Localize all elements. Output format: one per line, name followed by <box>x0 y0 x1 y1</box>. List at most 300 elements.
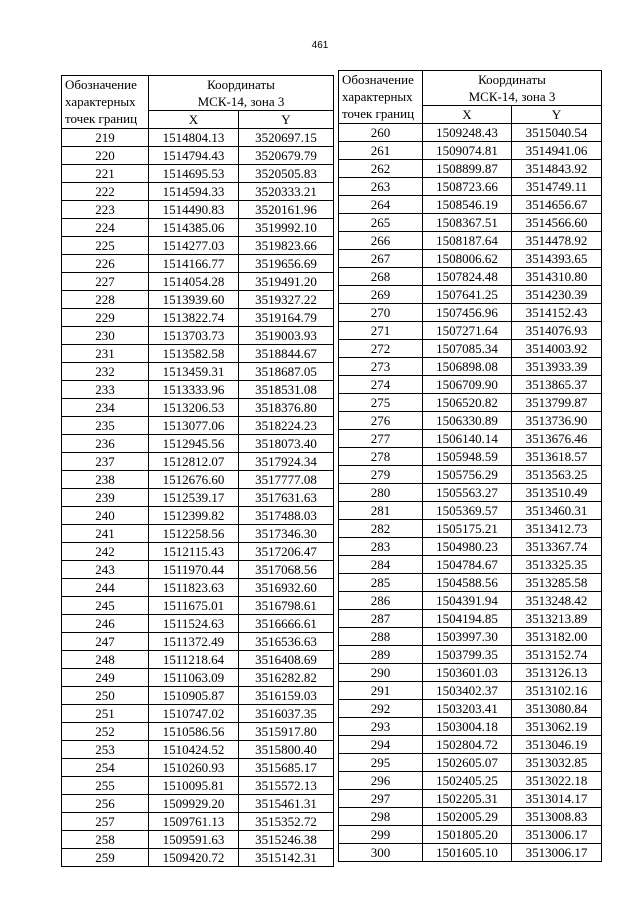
point-number-cell: 229 <box>62 309 149 327</box>
x-coordinate-cell: 1511524.63 <box>149 615 239 633</box>
x-coordinate-cell: 1511675.01 <box>149 597 239 615</box>
table-row <box>339 412 602 430</box>
point-number-cell: 288 <box>339 628 423 646</box>
y-coordinate-cell: 3516408.69 <box>239 651 334 669</box>
x-coordinate-cell: 1504980.23 <box>423 538 512 556</box>
table-row <box>339 718 602 736</box>
y-coordinate-cell: 3513008.83 <box>512 808 602 826</box>
table-row <box>62 309 334 327</box>
point-number-cell: 243 <box>62 561 149 579</box>
y-coordinate-cell: 3513014.17 <box>512 790 602 808</box>
y-coordinate-cell: 3520679.79 <box>239 147 334 165</box>
y-coordinate-cell: 3513618.57 <box>512 448 602 466</box>
x-coordinate-cell: 1510424.52 <box>149 741 239 759</box>
table-row <box>339 124 602 142</box>
x-coordinate-cell: 1511218.64 <box>149 651 239 669</box>
y-coordinate-cell: 3513062.19 <box>512 718 602 736</box>
header-x: X <box>423 106 512 124</box>
y-coordinate-cell: 3519164.79 <box>239 309 334 327</box>
y-coordinate-cell: 3517068.56 <box>239 561 334 579</box>
x-coordinate-cell: 1513333.96 <box>149 381 239 399</box>
table-row <box>339 556 602 574</box>
table-row <box>62 507 334 525</box>
x-coordinate-cell: 1513459.31 <box>149 363 239 381</box>
x-coordinate-cell: 1509248.43 <box>423 124 512 142</box>
y-coordinate-cell: 3516536.63 <box>239 633 334 651</box>
y-coordinate-cell: 3514478.92 <box>512 232 602 250</box>
y-coordinate-cell: 3514230.39 <box>512 286 602 304</box>
y-coordinate-cell: 3519823.66 <box>239 237 334 255</box>
y-coordinate-cell: 3513412.73 <box>512 520 602 538</box>
table-row <box>62 399 334 417</box>
y-coordinate-cell: 3513213.89 <box>512 610 602 628</box>
table-row <box>339 754 602 772</box>
x-coordinate-cell: 1507456.96 <box>423 304 512 322</box>
x-coordinate-cell: 1514385.06 <box>149 219 239 237</box>
point-number-cell: 226 <box>62 255 149 273</box>
point-number-cell: 255 <box>62 777 149 795</box>
point-number-cell: 234 <box>62 399 149 417</box>
point-number-cell: 293 <box>339 718 423 736</box>
y-coordinate-cell: 3513510.49 <box>512 484 602 502</box>
y-coordinate-cell: 3513102.16 <box>512 682 602 700</box>
x-coordinate-cell: 1513703.73 <box>149 327 239 345</box>
point-number-cell: 264 <box>339 196 423 214</box>
table-row <box>339 232 602 250</box>
y-coordinate-cell: 3513367.74 <box>512 538 602 556</box>
table-row <box>62 327 334 345</box>
y-coordinate-cell: 3519992.10 <box>239 219 334 237</box>
table-row <box>62 453 334 471</box>
table-row <box>62 615 334 633</box>
x-coordinate-cell: 1503203.41 <box>423 700 512 718</box>
point-number-cell: 279 <box>339 466 423 484</box>
y-coordinate-cell: 3513736.90 <box>512 412 602 430</box>
point-number-cell: 277 <box>339 430 423 448</box>
table-body-right <box>339 124 602 862</box>
table-row <box>339 592 602 610</box>
table-row <box>62 813 334 831</box>
coordinates-table-left <box>61 75 334 867</box>
table-row <box>62 651 334 669</box>
header-y: Y <box>512 106 602 124</box>
y-coordinate-cell: 3520161.96 <box>239 201 334 219</box>
point-number-cell: 287 <box>339 610 423 628</box>
table-row <box>339 196 602 214</box>
y-coordinate-cell: 3515142.31 <box>239 849 334 867</box>
x-coordinate-cell: 1512812.07 <box>149 453 239 471</box>
y-coordinate-cell: 3514566.60 <box>512 214 602 232</box>
point-number-cell: 236 <box>62 435 149 453</box>
point-number-cell: 231 <box>62 345 149 363</box>
table-row <box>62 849 334 867</box>
x-coordinate-cell: 1512258.56 <box>149 525 239 543</box>
y-coordinate-cell: 3513046.19 <box>512 736 602 754</box>
y-coordinate-cell: 3517488.03 <box>239 507 334 525</box>
y-coordinate-cell: 3516159.03 <box>239 687 334 705</box>
table-row <box>62 705 334 723</box>
x-coordinate-cell: 1509929.20 <box>149 795 239 813</box>
y-coordinate-cell: 3516282.82 <box>239 669 334 687</box>
table-row <box>339 502 602 520</box>
point-number-cell: 247 <box>62 633 149 651</box>
table-row <box>339 430 602 448</box>
coordinates-table-right <box>338 70 602 862</box>
table-row <box>62 489 334 507</box>
y-coordinate-cell: 3513126.13 <box>512 664 602 682</box>
table-row <box>339 358 602 376</box>
point-number-cell: 280 <box>339 484 423 502</box>
x-coordinate-cell: 1502405.25 <box>423 772 512 790</box>
y-coordinate-cell: 3518531.08 <box>239 381 334 399</box>
x-coordinate-cell: 1509591.63 <box>149 831 239 849</box>
x-coordinate-cell: 1512676.60 <box>149 471 239 489</box>
y-coordinate-cell: 3517346.30 <box>239 525 334 543</box>
table-row <box>339 664 602 682</box>
table-row <box>339 448 602 466</box>
x-coordinate-cell: 1503997.30 <box>423 628 512 646</box>
y-coordinate-cell: 3514003.92 <box>512 340 602 358</box>
table-row <box>62 381 334 399</box>
point-number-cell: 221 <box>62 165 149 183</box>
y-coordinate-cell: 3513865.37 <box>512 376 602 394</box>
x-coordinate-cell: 1513822.74 <box>149 309 239 327</box>
x-coordinate-cell: 1513206.53 <box>149 399 239 417</box>
point-number-cell: 270 <box>339 304 423 322</box>
table-row <box>339 736 602 754</box>
point-number-cell: 272 <box>339 340 423 358</box>
table-row <box>339 286 602 304</box>
y-coordinate-cell: 3514310.80 <box>512 268 602 286</box>
x-coordinate-cell: 1508899.87 <box>423 160 512 178</box>
point-number-cell: 274 <box>339 376 423 394</box>
table-row <box>339 646 602 664</box>
y-coordinate-cell: 3513563.25 <box>512 466 602 484</box>
point-number-cell: 244 <box>62 579 149 597</box>
point-number-cell: 257 <box>62 813 149 831</box>
point-number-cell: 251 <box>62 705 149 723</box>
table-row <box>62 201 334 219</box>
x-coordinate-cell: 1506520.82 <box>423 394 512 412</box>
point-number-cell: 246 <box>62 615 149 633</box>
table-row <box>339 682 602 700</box>
point-number-cell: 222 <box>62 183 149 201</box>
point-number-cell: 245 <box>62 597 149 615</box>
header-x: X <box>149 111 239 129</box>
table-row <box>339 700 602 718</box>
point-number-cell: 232 <box>62 363 149 381</box>
point-number-cell: 265 <box>339 214 423 232</box>
y-coordinate-cell: 3515461.31 <box>239 795 334 813</box>
table-row <box>339 142 602 160</box>
point-number-cell: 254 <box>62 759 149 777</box>
header-coordinates: Координаты МСК-14, зона 3 <box>423 71 602 106</box>
y-coordinate-cell: 3513006.17 <box>512 844 602 862</box>
table-row <box>339 394 602 412</box>
y-coordinate-cell: 3515917.80 <box>239 723 334 741</box>
table-row <box>62 741 334 759</box>
x-coordinate-cell: 1511372.49 <box>149 633 239 651</box>
point-number-cell: 285 <box>339 574 423 592</box>
x-coordinate-cell: 1502205.31 <box>423 790 512 808</box>
header-y: Y <box>239 111 334 129</box>
point-number-cell: 283 <box>339 538 423 556</box>
point-number-cell: 289 <box>339 646 423 664</box>
x-coordinate-cell: 1503799.35 <box>423 646 512 664</box>
x-coordinate-cell: 1510260.93 <box>149 759 239 777</box>
y-coordinate-cell: 3518224.23 <box>239 417 334 435</box>
x-coordinate-cell: 1514695.53 <box>149 165 239 183</box>
point-number-cell: 300 <box>339 844 423 862</box>
table-row <box>339 520 602 538</box>
x-coordinate-cell: 1514804.13 <box>149 129 239 147</box>
point-number-cell: 248 <box>62 651 149 669</box>
point-number-cell: 271 <box>339 322 423 340</box>
point-number-cell: 250 <box>62 687 149 705</box>
y-coordinate-cell: 3520333.21 <box>239 183 334 201</box>
x-coordinate-cell: 1506709.90 <box>423 376 512 394</box>
point-number-cell: 237 <box>62 453 149 471</box>
x-coordinate-cell: 1509074.81 <box>423 142 512 160</box>
table-row <box>62 633 334 651</box>
x-coordinate-cell: 1505369.57 <box>423 502 512 520</box>
point-number-cell: 291 <box>339 682 423 700</box>
y-coordinate-cell: 3513325.35 <box>512 556 602 574</box>
table-row <box>339 826 602 844</box>
x-coordinate-cell: 1514054.28 <box>149 273 239 291</box>
point-number-cell: 273 <box>339 358 423 376</box>
x-coordinate-cell: 1507641.25 <box>423 286 512 304</box>
table-row <box>339 214 602 232</box>
table-row <box>62 129 334 147</box>
y-coordinate-cell: 3513933.39 <box>512 358 602 376</box>
y-coordinate-cell: 3513285.58 <box>512 574 602 592</box>
y-coordinate-cell: 3513022.18 <box>512 772 602 790</box>
table-row <box>62 291 334 309</box>
x-coordinate-cell: 1510747.02 <box>149 705 239 723</box>
x-coordinate-cell: 1501805.20 <box>423 826 512 844</box>
x-coordinate-cell: 1506140.14 <box>423 430 512 448</box>
table-row <box>339 772 602 790</box>
x-coordinate-cell: 1511063.09 <box>149 669 239 687</box>
point-number-cell: 299 <box>339 826 423 844</box>
table-row <box>62 417 334 435</box>
table-row <box>339 340 602 358</box>
point-number-cell: 298 <box>339 808 423 826</box>
x-coordinate-cell: 1512539.17 <box>149 489 239 507</box>
point-number-cell: 224 <box>62 219 149 237</box>
table-row <box>62 597 334 615</box>
point-number-cell: 261 <box>339 142 423 160</box>
table-row <box>62 471 334 489</box>
table-row <box>339 250 602 268</box>
point-number-cell: 297 <box>339 790 423 808</box>
x-coordinate-cell: 1503004.18 <box>423 718 512 736</box>
y-coordinate-cell: 3513676.46 <box>512 430 602 448</box>
x-coordinate-cell: 1512945.56 <box>149 435 239 453</box>
y-coordinate-cell: 3517777.08 <box>239 471 334 489</box>
table-row <box>62 831 334 849</box>
y-coordinate-cell: 3520505.83 <box>239 165 334 183</box>
x-coordinate-cell: 1511823.63 <box>149 579 239 597</box>
point-number-cell: 286 <box>339 592 423 610</box>
header-point-designation: Обозначение характерных точек границ <box>339 71 423 124</box>
point-number-cell: 268 <box>339 268 423 286</box>
point-number-cell: 294 <box>339 736 423 754</box>
y-coordinate-cell: 3518376.80 <box>239 399 334 417</box>
table-row <box>62 435 334 453</box>
point-number-cell: 292 <box>339 700 423 718</box>
x-coordinate-cell: 1504588.56 <box>423 574 512 592</box>
point-number-cell: 228 <box>62 291 149 309</box>
y-coordinate-cell: 3515685.17 <box>239 759 334 777</box>
x-coordinate-cell: 1502005.29 <box>423 808 512 826</box>
table-row <box>339 574 602 592</box>
y-coordinate-cell: 3516798.61 <box>239 597 334 615</box>
y-coordinate-cell: 3513182.00 <box>512 628 602 646</box>
x-coordinate-cell: 1502605.07 <box>423 754 512 772</box>
y-coordinate-cell: 3515246.38 <box>239 831 334 849</box>
table-row <box>62 759 334 777</box>
y-coordinate-cell: 3514843.92 <box>512 160 602 178</box>
point-number-cell: 225 <box>62 237 149 255</box>
point-number-cell: 263 <box>339 178 423 196</box>
x-coordinate-cell: 1514794.43 <box>149 147 239 165</box>
table-row <box>62 723 334 741</box>
table-row <box>339 538 602 556</box>
point-number-cell: 275 <box>339 394 423 412</box>
x-coordinate-cell: 1510095.81 <box>149 777 239 795</box>
point-number-cell: 235 <box>62 417 149 435</box>
x-coordinate-cell: 1509761.13 <box>149 813 239 831</box>
point-number-cell: 282 <box>339 520 423 538</box>
y-coordinate-cell: 3513460.31 <box>512 502 602 520</box>
point-number-cell: 239 <box>62 489 149 507</box>
table-row <box>339 808 602 826</box>
point-number-cell: 296 <box>339 772 423 790</box>
y-coordinate-cell: 3514152.43 <box>512 304 602 322</box>
x-coordinate-cell: 1504784.67 <box>423 556 512 574</box>
point-number-cell: 252 <box>62 723 149 741</box>
table-row <box>62 183 334 201</box>
table-row <box>339 844 602 862</box>
y-coordinate-cell: 3518073.40 <box>239 435 334 453</box>
point-number-cell: 220 <box>62 147 149 165</box>
x-coordinate-cell: 1505175.21 <box>423 520 512 538</box>
y-coordinate-cell: 3514656.67 <box>512 196 602 214</box>
table-row <box>62 273 334 291</box>
y-coordinate-cell: 3516932.60 <box>239 579 334 597</box>
x-coordinate-cell: 1513582.58 <box>149 345 239 363</box>
x-coordinate-cell: 1502804.72 <box>423 736 512 754</box>
point-number-cell: 290 <box>339 664 423 682</box>
table-row <box>339 160 602 178</box>
y-coordinate-cell: 3514941.06 <box>512 142 602 160</box>
table-row <box>339 610 602 628</box>
point-number-cell: 295 <box>339 754 423 772</box>
table-row <box>62 255 334 273</box>
table-row <box>62 795 334 813</box>
x-coordinate-cell: 1503601.03 <box>423 664 512 682</box>
x-coordinate-cell: 1512115.43 <box>149 543 239 561</box>
x-coordinate-cell: 1505756.29 <box>423 466 512 484</box>
table-row <box>62 219 334 237</box>
table-row <box>339 790 602 808</box>
point-number-cell: 258 <box>62 831 149 849</box>
point-number-cell: 269 <box>339 286 423 304</box>
point-number-cell: 281 <box>339 502 423 520</box>
x-coordinate-cell: 1514277.03 <box>149 237 239 255</box>
table-row <box>62 165 334 183</box>
point-number-cell: 241 <box>62 525 149 543</box>
page-number: 461 <box>311 40 329 51</box>
x-coordinate-cell: 1510905.87 <box>149 687 239 705</box>
table-row <box>339 628 602 646</box>
y-coordinate-cell: 3520697.15 <box>239 129 334 147</box>
x-coordinate-cell: 1505948.59 <box>423 448 512 466</box>
x-coordinate-cell: 1510586.56 <box>149 723 239 741</box>
x-coordinate-cell: 1508723.66 <box>423 178 512 196</box>
table-row <box>62 147 334 165</box>
x-coordinate-cell: 1508006.62 <box>423 250 512 268</box>
y-coordinate-cell: 3513152.74 <box>512 646 602 664</box>
header-point-designation: Обозначение характерных точек границ <box>62 76 149 129</box>
x-coordinate-cell: 1505563.27 <box>423 484 512 502</box>
table-row <box>339 268 602 286</box>
point-number-cell: 227 <box>62 273 149 291</box>
point-number-cell: 240 <box>62 507 149 525</box>
x-coordinate-cell: 1514490.83 <box>149 201 239 219</box>
x-coordinate-cell: 1507085.34 <box>423 340 512 358</box>
point-number-cell: 266 <box>339 232 423 250</box>
y-coordinate-cell: 3513080.84 <box>512 700 602 718</box>
point-number-cell: 238 <box>62 471 149 489</box>
table-row <box>62 687 334 705</box>
x-coordinate-cell: 1501605.10 <box>423 844 512 862</box>
y-coordinate-cell: 3519491.20 <box>239 273 334 291</box>
table-row <box>339 376 602 394</box>
y-coordinate-cell: 3514393.65 <box>512 250 602 268</box>
y-coordinate-cell: 3518844.67 <box>239 345 334 363</box>
table-row <box>62 543 334 561</box>
y-coordinate-cell: 3519327.22 <box>239 291 334 309</box>
y-coordinate-cell: 3516037.35 <box>239 705 334 723</box>
y-coordinate-cell: 3515572.13 <box>239 777 334 795</box>
x-coordinate-cell: 1514166.77 <box>149 255 239 273</box>
table-row <box>339 484 602 502</box>
table-row <box>339 466 602 484</box>
header-coordinates: Координаты МСК-14, зона 3 <box>149 76 334 111</box>
point-number-cell: 249 <box>62 669 149 687</box>
x-coordinate-cell: 1504391.94 <box>423 592 512 610</box>
y-coordinate-cell: 3513032.85 <box>512 754 602 772</box>
x-coordinate-cell: 1509420.72 <box>149 849 239 867</box>
point-number-cell: 253 <box>62 741 149 759</box>
point-number-cell: 230 <box>62 327 149 345</box>
point-number-cell: 259 <box>62 849 149 867</box>
point-number-cell: 284 <box>339 556 423 574</box>
table-body-left <box>62 129 334 867</box>
y-coordinate-cell: 3517631.63 <box>239 489 334 507</box>
x-coordinate-cell: 1513077.06 <box>149 417 239 435</box>
table-row <box>62 237 334 255</box>
point-number-cell: 233 <box>62 381 149 399</box>
x-coordinate-cell: 1511970.44 <box>149 561 239 579</box>
y-coordinate-cell: 3519656.69 <box>239 255 334 273</box>
point-number-cell: 223 <box>62 201 149 219</box>
y-coordinate-cell: 3514749.11 <box>512 178 602 196</box>
x-coordinate-cell: 1506898.08 <box>423 358 512 376</box>
